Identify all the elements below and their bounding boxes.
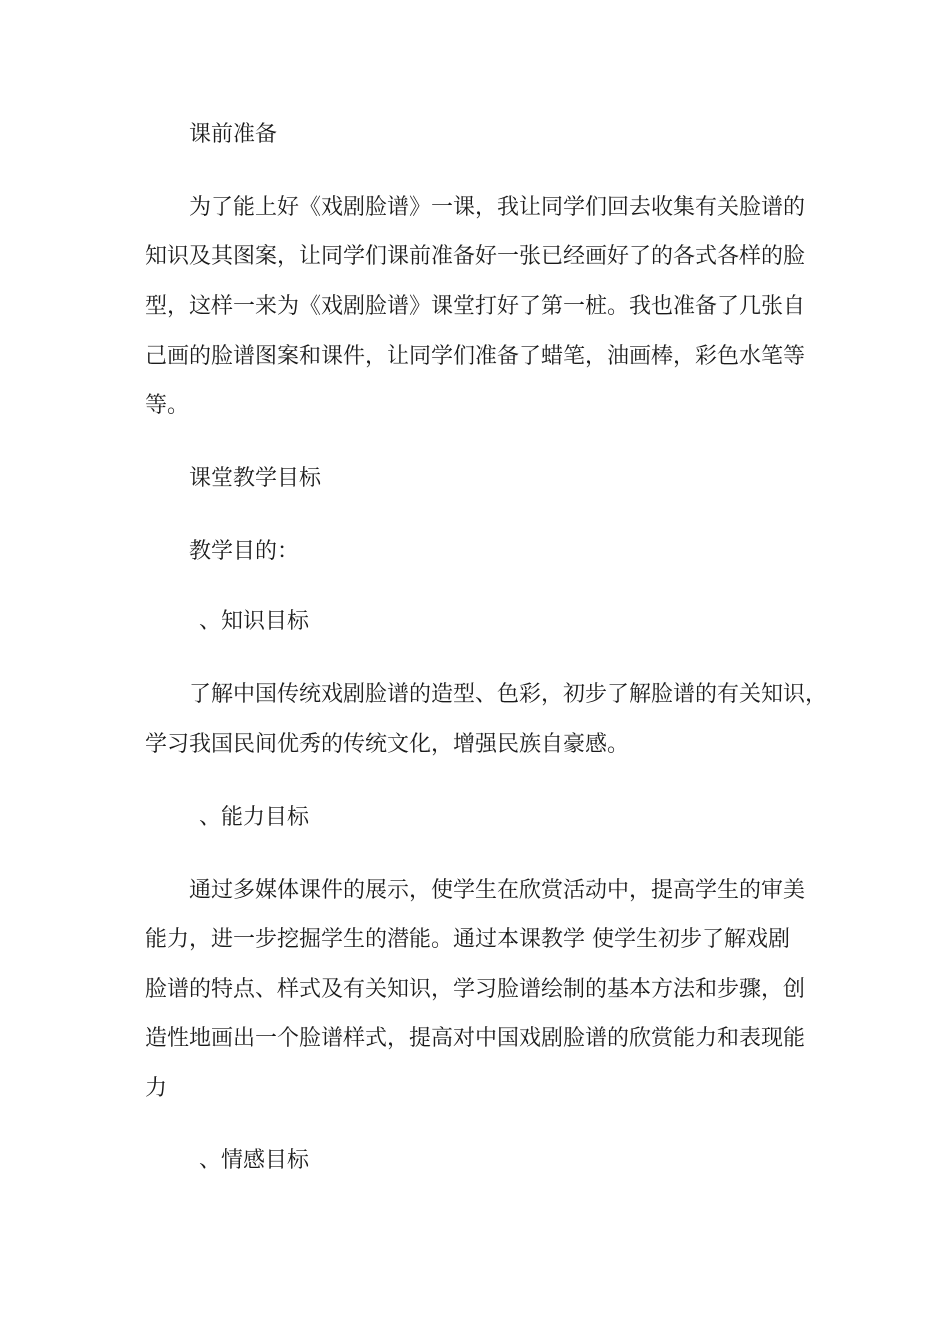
knowledge-objective-heading: 、知识目标 — [199, 609, 310, 634]
section-heading-objectives: 课堂教学目标 — [189, 466, 322, 491]
paragraph-line: 知识及其图案，让同学们课前准备好一张已经画好了的各式各样的脸 — [145, 244, 806, 269]
paragraph-line: 了解中国传统戏剧脸谱的造型、色彩，初步了解脸谱的有关知识， — [189, 682, 828, 707]
paragraph-line: 脸谱的特点、样式及有关知识，学习脸谱绘制的基本方法和步骤，创 — [145, 977, 806, 1002]
paragraph-line: 通过多媒体课件的展示，使学生在欣赏活动中，提高学生的审美 — [189, 878, 806, 903]
paragraph-line: 力 — [145, 1076, 168, 1101]
paragraph-line: 为了能上好《戏剧脸谱》一课，我让同学们回去收集有关脸谱的 — [189, 195, 806, 220]
teaching-purpose-label: 教学目的： — [189, 539, 300, 564]
paragraph-line: 能力，进一步挖掘学生的潜能。通过本课教学 使学生初步了解戏剧 — [145, 927, 790, 952]
ability-objective-heading: 、能力目标 — [199, 805, 310, 830]
emotion-objective-heading: 、情感目标 — [199, 1148, 310, 1173]
paragraph-line: 等。 — [145, 393, 190, 418]
paragraph-line: 造性地画出一个脸谱样式，提高对中国戏剧脸谱的欣赏能力和表现能 — [145, 1026, 806, 1051]
section-heading-preparation: 课前准备 — [189, 122, 278, 147]
paragraph-line: 己画的脸谱图案和课件，让同学们准备了蜡笔，油画棒，彩色水笔等 — [145, 344, 806, 369]
paragraph-line: 学习我国民间优秀的传统文化，增强民族自豪感。 — [145, 732, 630, 757]
paragraph-line: 型，这样一来为《戏剧脸谱》课堂打好了第一桩。我也准备了几张自 — [145, 294, 806, 319]
